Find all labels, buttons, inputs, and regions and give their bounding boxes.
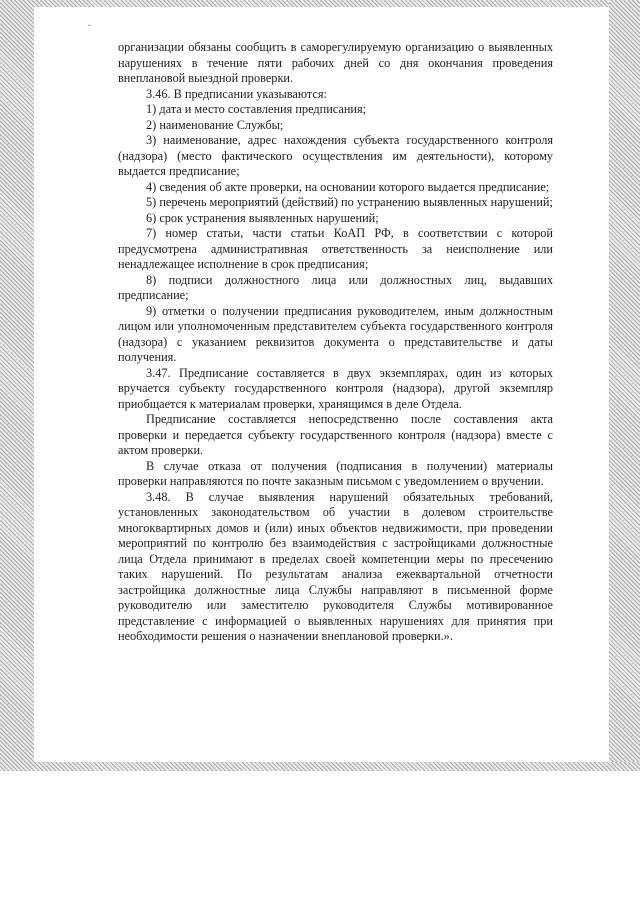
paragraph-refusal: В случае отказа от получения (подписания в получении) материалы проверки направляются по почте заказным письмом с уведомлением о вручении.: [118, 458, 553, 488]
list-item-2: 2) наименование Службы;: [146, 117, 284, 132]
page-mark: -: [88, 20, 91, 30]
list-item-7: 7) номер статьи, части статьи КоАП РФ, в соответствии с которой предусмотрена административная ответственность за неисполнение или ненадлежащее исполнение в срок предписания;: [118, 226, 553, 271]
paragraph-3-47: 3.47. Предписание составляется в двух экземплярах, один из которых вручается субъекту государственного контроля (надзора), другой экземпляр приобщается к материалам проверки, хранящимся в деле Отдела.: [118, 365, 553, 411]
opening-fragment: организации обязаны сообщить в саморегулируемую организацию о выявленных нарушениях в течение пяти рабочих дней со дня окончания проведения внеплановой выездной проверки.: [118, 40, 553, 85]
paragraph-3-48: 3.48. В случае выявления нарушений обязательных требований, установленных законодательством об участии в долевом строительстве многоквартирных домов и (или) иных объектов недвижимости, при проведении мероприятий по контролю без взаимодействия с застройщиками должностные лица Отдела принимают в пределах своей компетенции меры по пресечению таких нарушений. По результатам анализа ежеквартальной отчетности застройщика должностные лица Службы направляют в письменной форме руководителю или заместителю руководителя Службы мотивированное представление с информацией о выявленных нарушениях для принятия при необходимости решения о назначении внеплановой проверки.».: [118, 489, 553, 643]
paragraph-3-46: 3.46. В предписании указываются:: [146, 86, 327, 101]
list-item-9: 9) отметки о получении предписания руководителем, иным должностным лицом или уполномоченным представителем субъекта государственного контроля (надзора) с указанием реквизитов документа о представительстве и даты получения.: [118, 303, 553, 364]
scan-border-top: [0, 0, 640, 7]
list-item-4: 4) сведения об акте проверки, на основании которого выдается предписание;: [146, 179, 550, 194]
list-item-1: 1) дата и место составления предписания;: [146, 102, 367, 116]
scan-border-left: [0, 0, 34, 771]
document-body: [118, 40, 553, 645]
scan-border-right: [609, 0, 640, 771]
list-item-8: 8) подписи должностного лица или должностных лиц, выдавших предписание;: [118, 272, 553, 302]
list-item-6: 6) срок устранения выявленных нарушений;: [146, 210, 379, 225]
list-item-5: 5) перечень мероприятий (действий) по устранению выявленных нарушений;: [146, 195, 553, 209]
list-item-3: 3) наименование, адрес нахождения субъекта государственного контроля (надзора) (место фактического осуществления им деятельности), которому выдается предписание;: [118, 133, 553, 178]
paragraph-prescription-handover: Предписание составляется непосредственно после составления акта проверки и передается субъекту государственного контроля (надзора) вместе с актом проверки.: [118, 412, 553, 457]
scan-border-bottom: [0, 762, 640, 771]
